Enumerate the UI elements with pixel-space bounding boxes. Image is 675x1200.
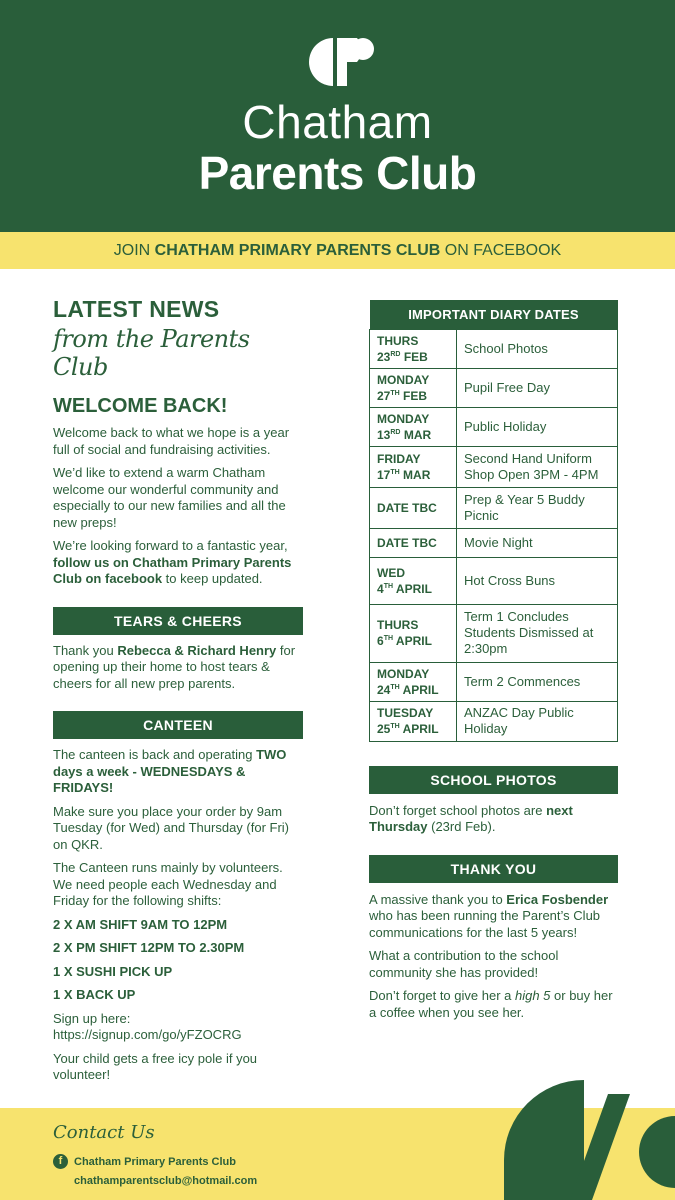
facebook-join-banner[interactable] (0, 232, 675, 269)
diary-month: FEB (403, 349, 428, 364)
diary-day-suffix: TH (383, 635, 394, 642)
welcome-para-1: Welcome back to what we hope is a year full of social and fundraising activities. (53, 425, 290, 457)
canteen-para-1-a: The canteen is back and operating (53, 747, 257, 762)
welcome-para-3-b: follow us on Chatham Primary Parents Club on facebook (53, 554, 292, 586)
diary-row (370, 487, 618, 528)
diary-event: Term 1 Concludes Students Dismissed at 2:30pm (457, 604, 618, 662)
diary-date (370, 487, 457, 528)
photos-text-b: next Thursday (369, 802, 573, 834)
latest-news-heading: LATEST NEWS (53, 296, 220, 322)
diary-row (370, 446, 618, 487)
diary-day-suffix: TH (390, 389, 400, 397)
canteen-shift-4: 1 X BACK UP (53, 987, 136, 1002)
diary-dates-heading: IMPORTANT DIARY DATES (370, 300, 618, 329)
diary-day-suffix: RD (390, 428, 401, 436)
welcome-para-3-a: We’re looking forward to a fantastic year, (53, 538, 288, 553)
diary-day-number: 6 (377, 634, 384, 648)
diary-row (370, 368, 618, 407)
tears-text-b: Rebecca & Richard Henry (117, 642, 277, 658)
diary-day-number: 27 (377, 388, 391, 403)
welcome-heading: WELCOME BACK! (53, 395, 228, 417)
diary-day-number: 17 (377, 467, 391, 482)
diary-event: Pupil Free Day (457, 368, 618, 407)
diary-date (370, 604, 457, 662)
diary-day: MONDAY (377, 372, 430, 387)
diary-event: Term 2 Commences (457, 662, 618, 701)
diary-day-number: 25 (377, 722, 391, 736)
diary-row (370, 662, 618, 701)
school-photos-text (369, 803, 618, 836)
canteen-signup (53, 1011, 303, 1044)
banner-bold: CHATHAM PRIMARY PARENTS CLUB (154, 242, 441, 259)
diary-row (370, 528, 618, 557)
diary-event: School Photos (457, 329, 618, 368)
diary-day-suffix: TH (390, 468, 400, 476)
diary-day: MONDAY (377, 666, 430, 681)
diary-day: FRIDAY (377, 451, 421, 466)
diary-date (370, 329, 457, 368)
diary-month: APRIL (395, 581, 432, 596)
canteen-heading: CANTEEN (53, 711, 303, 739)
diary-day: TUESDAY (377, 706, 434, 720)
diary-day: MONDAY (377, 411, 430, 426)
thanks-para-3-a: Don’t forget to give her a (369, 988, 515, 1003)
thanks-para-1-a: A massive thank you to (369, 891, 507, 907)
left-column (53, 296, 303, 1084)
header (0, 0, 675, 232)
canteen-para-1 (53, 747, 303, 797)
diary-day: DATE TBC (377, 500, 437, 515)
thanks-para-1-c: who has been running the Parent’s Club communications for the last 5 years! (369, 908, 601, 940)
diary-month: MAR (403, 467, 431, 482)
diary-row (370, 701, 618, 741)
right-column (369, 300, 618, 1021)
facebook-name: Chatham Primary Parents Club (74, 1155, 236, 1168)
diary-day-number: 24 (377, 682, 391, 697)
facebook-icon: f (53, 1154, 68, 1169)
diary-day-suffix: RD (390, 350, 401, 358)
banner-prefix: JOIN (113, 242, 155, 259)
diary-date (370, 368, 457, 407)
diary-month: APRIL (402, 722, 439, 736)
diary-dates-table (369, 300, 618, 742)
canteen-shift-1: 2 X AM SHIFT 9AM TO 12PM (53, 916, 228, 932)
photos-text-c: (23rd Feb). (427, 819, 496, 834)
banner-suffix: ON FACEBOOK (440, 242, 562, 259)
tears-cheers-heading: TEARS & CHEERS (53, 607, 303, 635)
welcome-para-3-c: to keep updated. (162, 571, 263, 586)
diary-date (370, 446, 457, 487)
canteen-para-2: Make sure you place your order by 9am Tuesday (for Wed) and Thursday (for Fri) on QKR. (53, 803, 290, 852)
canteen-shift-3: 1 X SUSHI PICK UP (53, 963, 173, 979)
title-parents-club: Parents Club (198, 147, 477, 199)
diary-date (370, 528, 457, 557)
diary-row (370, 557, 618, 604)
diary-day: THURS (377, 618, 419, 632)
facebook-link[interactable] (53, 1154, 236, 1169)
diary-date (370, 407, 457, 446)
thanks-para-1-b: Erica Fosbender (506, 891, 609, 907)
canteen-shift-2: 2 X PM SHIFT 12PM TO 2.30PM (53, 940, 245, 955)
diary-event: Prep & Year 5 Buddy Picnic (457, 487, 618, 528)
diary-event: Movie Night (457, 528, 618, 557)
diary-date (370, 662, 457, 701)
thank-you-heading: THANK YOU (369, 855, 618, 883)
thanks-para-3-b: high 5 (514, 988, 551, 1003)
footer-decorative-mark-icon (490, 1080, 675, 1200)
canteen-icy-pole: Your child gets a free icy pole if you volunteer! (53, 1050, 258, 1082)
diary-day-suffix: TH (390, 683, 400, 691)
diary-event: Public Holiday (457, 407, 618, 446)
photos-text-a: Don’t forget school photos are (369, 802, 547, 818)
diary-day: DATE TBC (377, 535, 437, 550)
contact-us-heading: Contact Us (53, 1122, 155, 1143)
tears-cheers-text (53, 643, 303, 693)
diary-row (370, 604, 618, 662)
signup-link[interactable]: https://signup.com/go/yFZOCRG (53, 1027, 242, 1042)
canteen-para-1-b: TWO days a week - WEDNESDAYS & FRIDAYS! (53, 747, 287, 795)
school-photos-heading: SCHOOL PHOTOS (369, 766, 618, 794)
diary-date (370, 701, 457, 741)
diary-day-number: 4 (377, 581, 384, 596)
diary-day-number: 23 (377, 349, 391, 364)
welcome-para-2: We’d like to extend a warm Chatham welcome our wonderful community and especially to our new families and all the new preps! (53, 465, 286, 530)
diary-event: Hot Cross Buns (457, 557, 618, 604)
thank-you-para-3 (369, 988, 618, 1021)
tears-text-c: for opening up their home to host tears & cheers for all new prep parents. (53, 642, 296, 691)
cp-monogram-icon (309, 38, 375, 86)
welcome-para-3 (53, 538, 303, 588)
parents-club-subheading: from the Parents Club (53, 325, 250, 381)
canteen-para-3: The Canteen runs mainly by volunteers. We need people each Wednesday and Friday for the following shifts: (53, 860, 283, 908)
diary-month: MAR (403, 427, 432, 442)
diary-month: APRIL (395, 634, 432, 648)
diary-day-number: 13 (377, 427, 391, 442)
diary-day: WED (377, 565, 405, 580)
diary-row (370, 407, 618, 446)
diary-event: ANZAC Day Public Holiday (457, 701, 618, 741)
signup-label: Sign up here: (53, 1010, 131, 1026)
diary-date (370, 557, 457, 604)
thank-you-para-1 (369, 892, 618, 942)
thank-you-para-2: What a contribution to the school community she has provided! (369, 948, 559, 980)
tears-text-a: Thank you (53, 642, 118, 658)
thanks-para-3-c: or buy her a coffee when you see her. (369, 988, 613, 1020)
diary-month: FEB (403, 388, 428, 403)
diary-row (370, 329, 618, 368)
title-chatham: Chatham (242, 96, 433, 148)
diary-day-suffix: TH (390, 723, 400, 730)
diary-month: APRIL (402, 682, 439, 697)
diary-day-suffix: TH (383, 582, 394, 590)
contact-email[interactable]: chathamparentsclub@hotmail.com (74, 1175, 258, 1187)
diary-event: Second Hand Uniform Shop Open 3PM - 4PM (457, 446, 618, 487)
diary-day: THURS (377, 333, 419, 348)
